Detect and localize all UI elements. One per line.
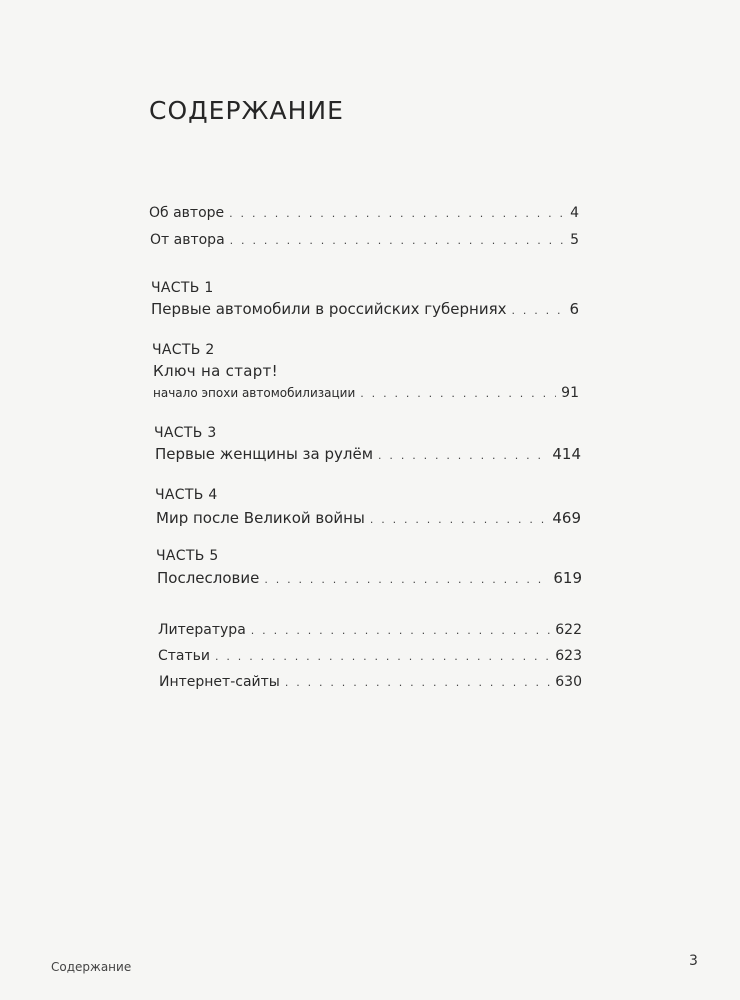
toc-page-number: 469 [552, 509, 581, 527]
part-1-label: ЧАСТЬ 1 [151, 280, 214, 296]
toc-entry-about-author[interactable] [149, 205, 579, 221]
toc-entry-label: Литература [158, 622, 246, 638]
running-footer: Содержание [51, 960, 132, 974]
toc-entry-label: От автора [150, 232, 225, 248]
toc-page-number: 6 [569, 300, 579, 318]
part-2-label: ЧАСТЬ 2 [152, 342, 215, 358]
part-5-label: ЧАСТЬ 5 [156, 548, 219, 564]
dot-leader [230, 234, 565, 247]
dot-leader [215, 650, 550, 663]
page-number: 3 [689, 953, 698, 969]
dot-leader [378, 449, 547, 462]
toc-page-number: 622 [555, 622, 582, 638]
toc-entry-label: Об авторе [149, 205, 225, 221]
dot-leader [511, 304, 564, 317]
toc-entry-literature[interactable] [158, 622, 582, 638]
toc-entry-part-1[interactable] [151, 300, 579, 318]
part-2-title: Ключ на старт! [153, 362, 278, 380]
toc-entry-label: Статьи [158, 648, 211, 664]
toc-entry-label: Интернет-сайты [159, 674, 280, 690]
toc-entry-articles[interactable] [158, 648, 582, 664]
toc-entry-part-2[interactable] [153, 385, 579, 401]
toc-entry-label: начало эпохи автомобилизации [153, 386, 356, 400]
toc-page-number: 414 [552, 445, 581, 463]
toc-entry-label: Мир после Великой войны [156, 509, 365, 527]
dot-leader [370, 513, 548, 526]
part-3-label: ЧАСТЬ 3 [154, 425, 217, 441]
part-4-label: ЧАСТЬ 4 [155, 487, 218, 503]
toc-entry-part-4[interactable] [156, 509, 581, 527]
toc-entry-websites[interactable] [159, 674, 582, 690]
dot-leader [264, 573, 548, 586]
toc-page-number: 91 [561, 385, 579, 401]
page-title: СОДЕРЖАНИЕ [149, 96, 344, 125]
toc-page-number: 4 [570, 205, 579, 221]
toc-entry-part-3[interactable] [155, 445, 581, 463]
toc-page-number: 619 [553, 569, 582, 587]
toc-entry-label: Послесловие [157, 569, 260, 587]
dot-leader [285, 676, 550, 689]
toc-page-number: 5 [570, 232, 579, 248]
toc-entry-label: Первые женщины за рулём [155, 445, 374, 463]
toc-page-number: 630 [555, 674, 582, 690]
dot-leader [251, 624, 550, 637]
toc-entry-part-5[interactable] [157, 569, 582, 587]
toc-entry-label: Первые автомобили в российских губерниях [151, 300, 507, 318]
toc-page-number: 623 [555, 648, 582, 664]
toc-entry-from-author[interactable] [150, 232, 579, 248]
dot-leader [360, 387, 556, 400]
dot-leader [229, 207, 565, 220]
